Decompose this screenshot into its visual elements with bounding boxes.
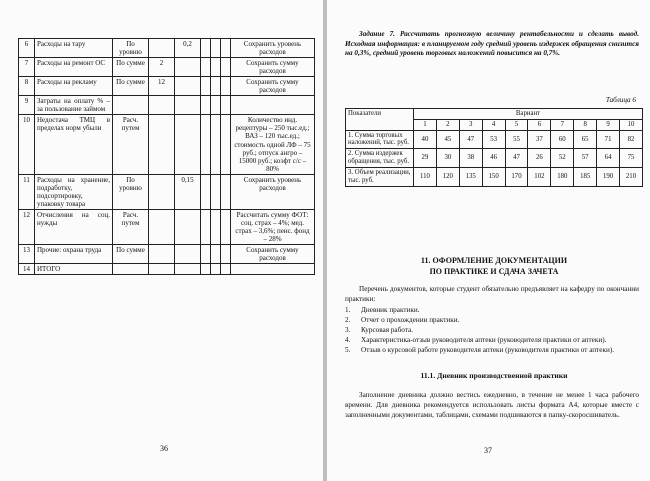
change-level bbox=[175, 115, 201, 174]
recommendation: Количество инд. рецептуры – 250 тыс.ед.; ВАЗ – 120 тыс.ед.; стоимость одной ЛФ – 75 руб.; отпуск ангро – 15000 руб.; коэфт с/с – 80% bbox=[231, 115, 315, 174]
expense-name: Расходы на ремонт ОС bbox=[35, 58, 113, 77]
empty-cell bbox=[201, 209, 211, 244]
value-cell: 47 bbox=[505, 149, 528, 168]
value-cell: 180 bbox=[551, 167, 574, 186]
change-level bbox=[175, 264, 201, 275]
list-item-text: Характеристика-отзыв руководителя аптеки (руководителя практики от аптеки). bbox=[361, 335, 607, 344]
calc-basis: Расч. путем bbox=[113, 209, 149, 244]
diary-paragraph: Заполнение дневника должно вестись ежедневно, в течение не менее 1 часа рабочего времени. Для дневника рекомендуется использовать листы формата А4, которые вместе с заполненными документами, таблицами, схемами подшиваются в папку-скоросшиватель. bbox=[345, 391, 639, 420]
expense-name: Затраты на оплату % – за пользование займом bbox=[35, 96, 113, 115]
value-cell: 29 bbox=[414, 149, 437, 168]
change-amount bbox=[149, 96, 175, 115]
variants-table bbox=[345, 108, 643, 187]
calc-basis: Расч. путем bbox=[113, 115, 149, 174]
change-level bbox=[175, 245, 201, 264]
indicator-label: 1. Сумма торговых наложений, тыс. руб. bbox=[346, 130, 414, 149]
table-row bbox=[19, 245, 315, 264]
list-item bbox=[345, 326, 639, 336]
value-cell: 210 bbox=[620, 167, 643, 186]
recommendation: Сохранить уровень расходов bbox=[231, 174, 315, 209]
calc-basis: По уровню bbox=[113, 174, 149, 209]
page-number: 37 bbox=[484, 446, 492, 455]
list-item-number: 5. bbox=[345, 345, 351, 354]
variant-number: 3 bbox=[459, 119, 482, 130]
empty-cell bbox=[201, 264, 211, 275]
table-row bbox=[19, 96, 315, 115]
table-header-row bbox=[346, 109, 643, 120]
variant-number: 9 bbox=[597, 119, 620, 130]
table-caption: Таблица 6 bbox=[605, 96, 636, 104]
empty-cell bbox=[221, 58, 231, 77]
empty-cell bbox=[221, 77, 231, 96]
change-level: 0,2 bbox=[175, 39, 201, 58]
variant-number: 8 bbox=[574, 119, 597, 130]
value-cell: 64 bbox=[597, 149, 620, 168]
calc-basis: По сумме bbox=[113, 58, 149, 77]
empty-cell bbox=[211, 77, 221, 96]
value-cell: 150 bbox=[482, 167, 505, 186]
subsection-title: 11.1. Дневник производственной практики bbox=[420, 371, 568, 380]
value-cell: 60 bbox=[551, 130, 574, 149]
change-amount bbox=[149, 209, 175, 244]
task-7-text: Задание 7. Рассчитать прогнозную величину рентабельности и сделать вывод. Исходная информация: в планируемом году средний уровень издержек обращения снизится на 0,3%, средний уровень торговых наложений повысится на 0,7%. bbox=[345, 30, 639, 58]
list-item bbox=[345, 316, 639, 326]
expense-name: Отчисления на соц. нужды bbox=[35, 209, 113, 244]
list-item bbox=[345, 306, 639, 316]
recommendation: Сохранить сумму расходов bbox=[231, 58, 315, 77]
row-number: 7 bbox=[19, 58, 35, 77]
list-item-text: Дневник практики. bbox=[361, 306, 420, 314]
value-cell: 38 bbox=[459, 149, 482, 168]
value-cell: 170 bbox=[505, 167, 528, 186]
change-amount bbox=[149, 39, 175, 58]
variant-number: 4 bbox=[482, 119, 505, 130]
list-item-text: Курсовая работа. bbox=[361, 325, 413, 334]
indicator-label: 2. Сумма издержек обращения, тыс. руб. bbox=[346, 149, 414, 168]
empty-cell bbox=[211, 115, 221, 174]
list-item-number: 3. bbox=[345, 325, 351, 334]
list-item-number: 2. bbox=[345, 315, 351, 324]
table-row bbox=[346, 130, 643, 149]
value-cell: 57 bbox=[574, 149, 597, 168]
value-cell: 110 bbox=[414, 167, 437, 186]
value-cell: 65 bbox=[574, 130, 597, 149]
empty-cell bbox=[221, 39, 231, 58]
left-page bbox=[0, 0, 323, 481]
value-cell: 37 bbox=[528, 130, 551, 149]
recommendation: Сохранить уровень расходов bbox=[231, 39, 315, 58]
value-cell: 120 bbox=[436, 167, 459, 186]
table-row bbox=[19, 77, 315, 96]
empty-cell bbox=[201, 174, 211, 209]
empty-cell bbox=[221, 174, 231, 209]
empty-cell bbox=[201, 115, 211, 174]
empty-cell bbox=[211, 96, 221, 115]
change-amount: 12 bbox=[149, 77, 175, 96]
empty-cell bbox=[201, 245, 211, 264]
expense-name: Расходы на хранение, подработку, подсортировку, упаковку товара bbox=[35, 174, 113, 209]
empty-cell bbox=[211, 39, 221, 58]
intro-paragraph: Перечень документов, которые студент обязательно предъявляет на кафедру по окончании практики: bbox=[345, 285, 639, 304]
value-cell: 190 bbox=[597, 167, 620, 186]
row-number: 6 bbox=[19, 39, 35, 58]
expense-name: Недостача ТМЦ в пределах норм убыли bbox=[35, 115, 113, 174]
expense-name: Прочие: охрана труда bbox=[35, 245, 113, 264]
change-amount: 2 bbox=[149, 58, 175, 77]
expense-name: Расходы на тару bbox=[35, 39, 113, 58]
recommendation bbox=[231, 264, 315, 275]
value-cell: 75 bbox=[620, 149, 643, 168]
change-amount bbox=[149, 174, 175, 209]
value-cell: 135 bbox=[459, 167, 482, 186]
table-row bbox=[19, 115, 315, 174]
change-level bbox=[175, 209, 201, 244]
list-item-text: Отчет о прохождении практики. bbox=[361, 315, 460, 324]
col-header-indicators: Показатели bbox=[346, 109, 414, 131]
value-cell: 71 bbox=[597, 130, 620, 149]
value-cell: 55 bbox=[505, 130, 528, 149]
value-cell: 185 bbox=[574, 167, 597, 186]
empty-cell bbox=[211, 245, 221, 264]
calc-basis: По сумме bbox=[113, 245, 149, 264]
table-row bbox=[19, 209, 315, 244]
expenses-table bbox=[18, 38, 315, 275]
change-amount bbox=[149, 264, 175, 275]
expense-name: ИТОГО bbox=[35, 264, 113, 275]
empty-cell bbox=[221, 115, 231, 174]
table-row bbox=[346, 149, 643, 168]
row-number: 12 bbox=[19, 209, 35, 244]
empty-cell bbox=[201, 77, 211, 96]
variant-number: 1 bbox=[414, 119, 437, 130]
section-title-line2: ПО ПРАКТИКЕ И СДАЧА ЗАЧЕТА bbox=[429, 267, 559, 276]
value-cell: 45 bbox=[436, 130, 459, 149]
row-number: 14 bbox=[19, 264, 35, 275]
value-cell: 26 bbox=[528, 149, 551, 168]
empty-cell bbox=[221, 245, 231, 264]
calc-basis: По уровню bbox=[113, 39, 149, 58]
col-header-variant: Вариант bbox=[414, 109, 643, 120]
change-level: 0,15 bbox=[175, 174, 201, 209]
row-number: 13 bbox=[19, 245, 35, 264]
table-row bbox=[19, 174, 315, 209]
section-title-line1: 11. ОФОРМЛЕНИЕ ДОКУМЕНТАЦИИ bbox=[420, 256, 568, 265]
row-number: 8 bbox=[19, 77, 35, 96]
change-amount bbox=[149, 245, 175, 264]
variant-number: 5 bbox=[505, 119, 528, 130]
row-number: 10 bbox=[19, 115, 35, 174]
value-cell: 46 bbox=[482, 149, 505, 168]
recommendation: Сохранить сумму расходов bbox=[231, 77, 315, 96]
variant-number: 7 bbox=[551, 119, 574, 130]
change-level bbox=[175, 96, 201, 115]
list-item-text: Отзыв о курсовой работе руководителя аптеки (руководителя практики от аптеки). bbox=[361, 345, 615, 354]
calc-basis bbox=[113, 96, 149, 115]
empty-cell bbox=[211, 264, 221, 275]
value-cell: 52 bbox=[551, 149, 574, 168]
table-row bbox=[19, 39, 315, 58]
empty-cell bbox=[201, 39, 211, 58]
variant-number: 6 bbox=[528, 119, 551, 130]
value-cell: 40 bbox=[414, 130, 437, 149]
right-page bbox=[327, 0, 650, 481]
value-cell: 53 bbox=[482, 130, 505, 149]
change-level bbox=[175, 77, 201, 96]
row-number: 11 bbox=[19, 174, 35, 209]
table-row bbox=[19, 58, 315, 77]
empty-cell bbox=[221, 96, 231, 115]
table-row bbox=[19, 264, 315, 275]
value-cell: 47 bbox=[459, 130, 482, 149]
calc-basis bbox=[113, 264, 149, 275]
calc-basis: По сумме bbox=[113, 77, 149, 96]
empty-cell bbox=[221, 264, 231, 275]
recommendation: Сохранить сумму расходов bbox=[231, 245, 315, 264]
documents-list bbox=[345, 306, 639, 356]
empty-cell bbox=[211, 58, 221, 77]
list-item bbox=[345, 346, 639, 356]
recommendation: Рассчитать сумму ФОТ: соц. страх – 4%; мед. страх – 3,6%; пенс. фонд – 28% bbox=[231, 209, 315, 244]
variant-number: 10 bbox=[620, 119, 643, 130]
indicator-label: 3. Объем реализации, тыс. руб. bbox=[346, 167, 414, 186]
list-item-number: 4. bbox=[345, 335, 351, 344]
row-number: 9 bbox=[19, 96, 35, 115]
empty-cell bbox=[201, 96, 211, 115]
expense-name: Расходы на рекламу bbox=[35, 77, 113, 96]
page-number: 36 bbox=[160, 444, 168, 453]
value-cell: 102 bbox=[528, 167, 551, 186]
change-level bbox=[175, 58, 201, 77]
recommendation bbox=[231, 96, 315, 115]
variant-number: 2 bbox=[436, 119, 459, 130]
table-row bbox=[346, 167, 643, 186]
value-cell: 82 bbox=[620, 130, 643, 149]
value-cell: 30 bbox=[436, 149, 459, 168]
empty-cell bbox=[211, 174, 221, 209]
list-item-number: 1. bbox=[345, 306, 351, 314]
change-amount bbox=[149, 115, 175, 174]
empty-cell bbox=[221, 209, 231, 244]
list-item bbox=[345, 336, 639, 346]
empty-cell bbox=[211, 209, 221, 244]
empty-cell bbox=[201, 58, 211, 77]
